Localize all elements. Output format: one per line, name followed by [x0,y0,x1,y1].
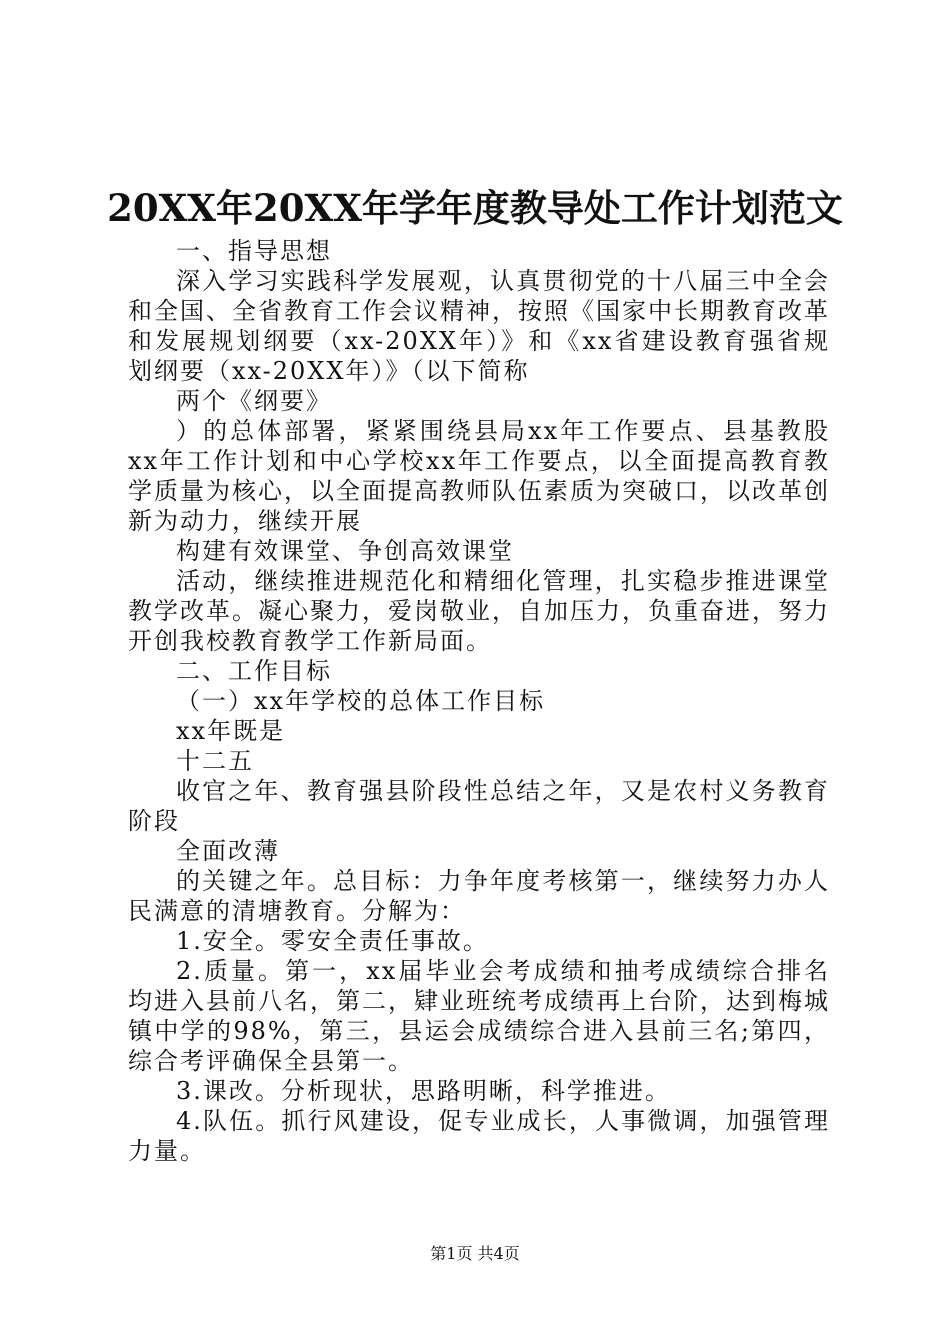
paragraph: 深入学习实践科学发展观，认真贯彻党的十八届三中全会和全国、全省教育工作会议精神，按照《国家中长期教育改革和发展规划纲要（xx-20XX年）》和《xx省建设教育强省规划纲要（xx-20XX年）》（以下简称 [128,267,830,385]
paragraph: 全面改薄 [176,837,280,865]
paragraph: 十二五 [176,747,254,775]
list-item: 2.质量。第一，xx届毕业会考成绩和抽考成绩综合排名均进入县前八名，第二，肄业班统考成绩再上台阶，达到梅城镇中学的98%，第三，县运会成绩综合进入县前三名;第四，综合考评确保全县第一。 [128,957,830,1075]
page-number: 第1页 共4页 [430,1244,520,1263]
subsection-heading: （一）xx年学校的总体工作目标 [176,687,546,715]
paragraph: xx年既是 [176,717,286,745]
document-body [128,236,830,1166]
list-item: 4.队伍。抓行风建设，促专业成长，人事微调，加强管理力量。 [128,1107,830,1165]
paragraph: ）的总体部署，紧紧围绕县局xx年工作要点、县基教股xx年工作计划和中心学校xx年工作要点，以全面提高教育教学质量为核心，以全面提高教师队伍素质为突破口，以改革创新为动力，继续开展 [128,417,830,535]
section-heading-guiding-thought: 一、指导思想 [176,237,332,265]
paragraph: 收官之年、教育强县阶段性总结之年，又是农村义务教育阶段 [128,777,830,835]
document-title: 20XX年20XX年学年度教导处工作计划范文 [107,186,843,230]
section-heading-work-goals: 二、工作目标 [176,657,332,685]
paragraph: 的关键之年。总目标：力争年度考核第一，继续努力办人民满意的清塘教育。分解为： [128,867,830,925]
paragraph: 活动，继续推进规范化和精细化管理，扎实稳步推进课堂教学改革。凝心聚力，爱岗敬业，自加压力，负重奋进，努力开创我校教育教学工作新局面。 [128,567,830,655]
paragraph: 两个《纲要》 [176,387,332,415]
paragraph: 构建有效课堂、争创高效课堂 [176,537,514,565]
list-item: 3.课改。分析现状，思路明晰，科学推进。 [176,1077,671,1105]
list-item: 1.安全。零安全责任事故。 [176,927,489,955]
